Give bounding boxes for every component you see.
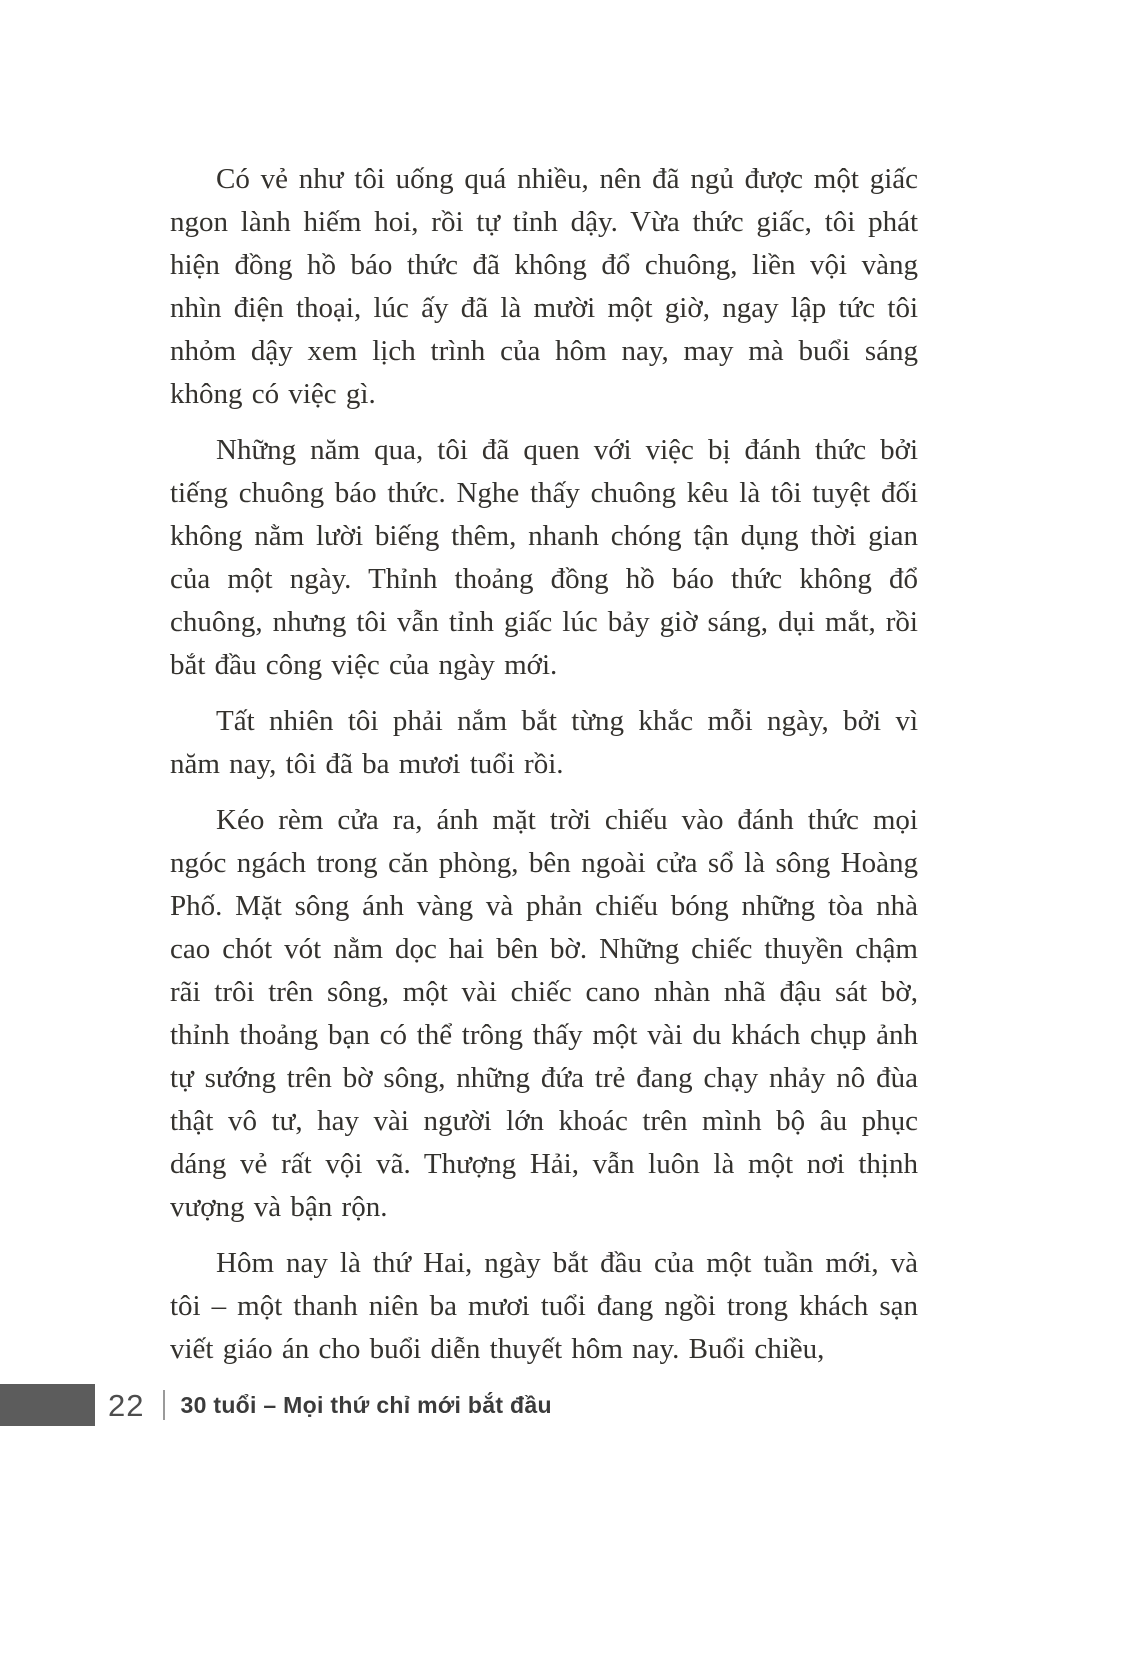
paragraph: Kéo rèm cửa ra, ánh mặt trời chiếu vào đánh thức mọi ngóc ngách trong căn phòng, bên ngoài cửa sổ là sông Hoàng Phố. Mặt sông ánh vàng và phản chiếu bóng những tòa nhà cao chót vót nằm dọc hai bên bờ. Những chiếc thuyền chậm rãi trôi trên sông, một vài chiếc cano nhàn nhã đậu sát bờ, thỉnh thoảng bạn có thể trông thấy một vài du khách chụp ảnh tự sướng trên bờ sông, những đứa trẻ đang chạy nhảy nô đùa thật vô tư, hay vài người lớn khoác trên mình bộ âu phục dáng vẻ rất vội vã. Thượng Hải, vẫn luôn là một nơi thịnh vượng và bận rộn. [170,804,918,1223]
footer-accent-block [0,1384,95,1426]
footer-divider [163,1390,165,1420]
page-body-text [170,158,918,1384]
page-number: 22 [108,1387,145,1423]
paragraph: Có vẻ như tôi uống quá nhiều, nên đã ngủ được một giấc ngon lành hiếm hoi, rồi tự tỉnh dậy. Vừa thức giấc, tôi phát hiện đồng hồ báo thức đã không đổ chuông, liền vội vàng nhìn điện thoại, lúc ấy đã là mười một giờ, ngay lập tức tôi nhỏm dậy xem lịch trình của hôm nay, may mà buổi sáng không có việc gì. [170,163,918,410]
page-footer [0,1384,1126,1426]
running-book-title: 30 tuổi – Mọi thứ chỉ mới bắt đầu [180,1391,552,1418]
paragraph: Tất nhiên tôi phải nắm bắt từng khắc mỗi ngày, bởi vì năm nay, tôi đã ba mươi tuổi rồi. [170,705,918,780]
paragraph: Hôm nay là thứ Hai, ngày bắt đầu của một tuần mới, và tôi – một thanh niên ba mươi tuổi đang ngồi trong khách sạn viết giáo án cho buổi diễn thuyết hôm nay. Buổi chiều, [170,1247,918,1365]
paragraph: Những năm qua, tôi đã quen với việc bị đánh thức bởi tiếng chuông báo thức. Nghe thấy chuông kêu là tôi tuyệt đối không nằm lười biếng thêm, nhanh chóng tận dụng thời gian của một ngày. Thỉnh thoảng đồng hồ báo thức không đổ chuông, nhưng tôi vẫn tỉnh giấc lúc bảy giờ sáng, dụi mắt, rồi bắt đầu công việc của ngày mới. [170,434,918,681]
